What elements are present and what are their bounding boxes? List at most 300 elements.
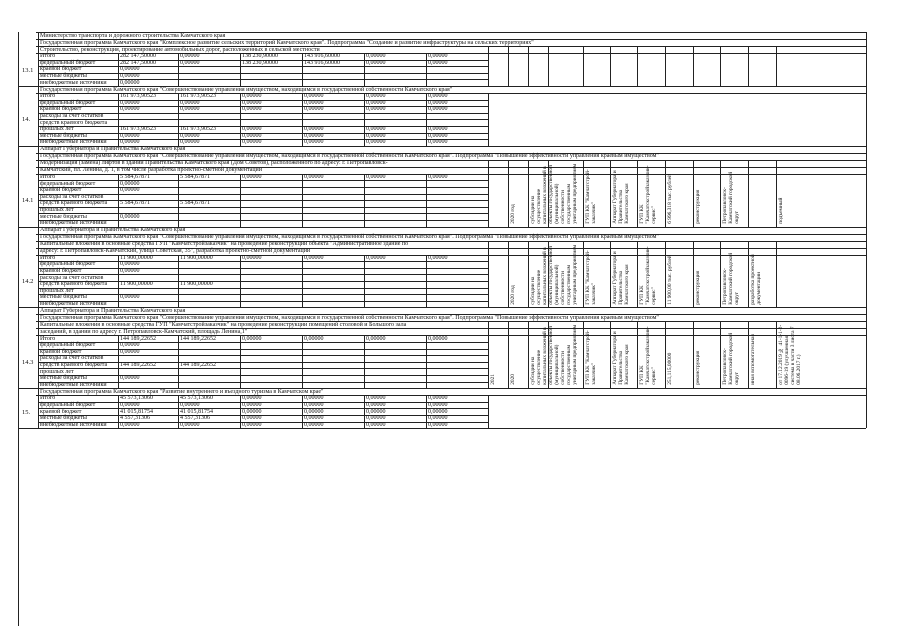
row-value: 0,00000 <box>428 139 448 146</box>
row-value: 0,00000 <box>366 415 386 422</box>
grid-line <box>118 93 119 146</box>
grid-line <box>426 255 427 308</box>
vertical-cell-text: Аппарат Губернатора и Правительства Камчатского края <box>612 170 630 224</box>
grid-line <box>693 46 694 86</box>
row-value: 11 900,00000 <box>180 281 213 288</box>
section-header-line: Аппарат Губернатора и Правительства Камчатского края <box>40 227 186 234</box>
row-value: 0,00000 <box>366 395 386 402</box>
grid-line <box>118 395 119 428</box>
row-value: 0,00000 <box>366 408 386 415</box>
row-label: прошлых лет <box>40 126 74 133</box>
grid-line <box>866 307 867 388</box>
row-value: 138 230,90000 <box>242 53 278 60</box>
row-value: 0,00000 <box>242 254 262 261</box>
grid-line <box>178 395 179 428</box>
vertical-cell-text: 11 900,00 тыс. рублей <box>667 254 673 305</box>
row-value: 5 584,67871 <box>180 174 210 180</box>
vertical-cell-text: 6 996,318 тыс. рублей <box>667 173 673 224</box>
grid-line <box>38 106 488 107</box>
row-value: 41 015,81754 <box>180 408 213 415</box>
row-label: внебюджетные источники <box>40 79 107 86</box>
vertical-cell-text: ГУП КК "Камчатстрой-заказчик" <box>585 249 597 305</box>
row-value: 0,00000 <box>120 106 140 113</box>
grid-line <box>637 46 638 86</box>
row-value: 0,00000 <box>180 132 200 139</box>
row-label: средств краевого бюджета <box>40 281 108 288</box>
grid-line <box>426 174 427 227</box>
vertical-cell-text: подъемный <box>778 197 784 224</box>
grid-line <box>38 133 488 134</box>
vertical-cell-text: ГУП КК "Камчатскстройзаказчик-сервис" <box>639 326 657 386</box>
grid-line <box>665 321 666 388</box>
row-value: 0,00000 <box>304 421 324 428</box>
row-value: 0,00000 <box>428 335 448 342</box>
section-header-line: Государственная программа Камчатского края "Совершенствование управления имуществом, находящимся в государственной собственности Камчатского края". Подпрограмма "Повышение эффективности управления краевым имуществом" <box>40 153 659 160</box>
grid-line <box>302 53 303 86</box>
grid-line <box>426 93 427 146</box>
row-label: местные бюджеты <box>40 132 87 139</box>
grid-line <box>637 321 638 388</box>
grid-line <box>488 395 489 428</box>
row-value: 0,00000 <box>428 395 448 402</box>
grid-line <box>776 160 777 227</box>
section-header-line: Аппарат Губернатора и Правительства Камчатского края <box>40 307 186 314</box>
row-value: 0,00000 <box>366 93 386 100</box>
row-value: 0,00000 <box>120 294 140 301</box>
row-label: федеральный бюджет <box>40 402 96 408</box>
row-value: 0,00000 <box>428 254 448 261</box>
grid-line <box>488 46 489 86</box>
row-value: 0,00000 <box>120 132 140 139</box>
vertical-cell-text: 2020 год <box>510 204 516 224</box>
section-header-line: Государственная программа Камчатского края "Совершенствование управления имуществом, находящимся в государственной собственности Камчатского края". Подпрограмма "Повышение эффективности управления краевым имуществом" <box>40 314 659 321</box>
row-value: 0,00000 <box>428 99 448 106</box>
row-value: 0,00000 <box>120 402 140 408</box>
row-number: 14. <box>22 116 31 124</box>
row-value: 0,00000 <box>180 139 200 146</box>
row-label: внебюджетные источники <box>40 301 107 307</box>
row-value: 41 015,81754 <box>120 408 153 415</box>
row-label: прошлых лет <box>40 207 74 213</box>
row-value: 0,00000 <box>428 174 448 180</box>
grid-line <box>38 86 39 146</box>
grid-line <box>426 395 427 428</box>
grid-line <box>38 274 488 275</box>
grid-line <box>178 53 179 86</box>
grid-line <box>38 207 488 208</box>
section-header-line: Капитальные вложения в основные средства ГУП "Камчатстройзаказчик" на проведение реконструкции помещений столовой и Большого зала <box>40 321 407 328</box>
vertical-cell-text: реконструкция <box>695 189 701 224</box>
row-value: 0,00000 <box>428 93 448 100</box>
row-number: 15. <box>22 408 31 416</box>
grid-line <box>720 241 721 308</box>
row-label: местные бюджеты <box>40 213 87 220</box>
grid-line <box>118 255 119 308</box>
row-value: 0,00000 <box>120 99 140 106</box>
vertical-cell-text: 2020 <box>510 374 516 386</box>
grid-line <box>426 53 427 86</box>
row-value: 0,00000 <box>242 132 262 139</box>
grid-line <box>302 335 303 388</box>
row-value: 0,00000 <box>304 408 324 415</box>
grid-line <box>548 46 549 86</box>
grid-line <box>178 255 179 308</box>
row-value: 0,00000 <box>242 415 262 422</box>
row-label: внебюджетные источники <box>40 421 107 428</box>
grid-line <box>610 241 611 308</box>
row-value: 0,00000 <box>180 402 200 408</box>
row-value: 0,00000 <box>428 132 448 139</box>
row-value: 161 973,90523 <box>180 126 216 133</box>
section-header-line: Капитальные вложения в основные средства ГУП "Камчатстройзаказчик" на проведение реконструкции объекта "Административное здание по <box>40 241 409 248</box>
row-label: местные бюджеты <box>40 73 87 79</box>
row-value: 0,00000 <box>120 213 140 220</box>
grid-line <box>38 402 488 403</box>
row-value: 0,00000 <box>366 254 386 261</box>
grid-line <box>488 93 489 146</box>
grid-line <box>38 349 488 350</box>
row-value: 0,00000 <box>120 79 140 86</box>
row-value: 4 557,31306 <box>180 415 210 422</box>
row-value: 0,00000 <box>120 180 140 187</box>
grid-line <box>38 388 39 428</box>
vertical-cell-text: ГУП КК "Камчатстрой-заказчик" <box>585 330 597 386</box>
row-label: краевой бюджет <box>40 187 82 194</box>
grid-line <box>776 321 777 388</box>
grid-line <box>38 375 488 376</box>
row-value: 0,00000 <box>120 421 140 428</box>
row-label: федеральный бюджет <box>40 342 96 349</box>
row-value: 0,00000 <box>304 174 324 180</box>
row-value: 0,00000 <box>366 174 386 180</box>
grid-line <box>528 241 529 308</box>
grid-line <box>693 321 694 388</box>
grid-line <box>38 342 488 343</box>
row-value: 0,00000 <box>428 126 448 133</box>
row-value: 11 900,00000 <box>120 281 153 288</box>
row-value: 45 573,13060 <box>180 395 213 402</box>
grid-line <box>38 268 488 269</box>
grid-line <box>364 53 365 86</box>
grid-line <box>118 53 119 86</box>
grid-line <box>610 321 611 388</box>
grid-line <box>866 32 867 86</box>
vertical-cell-text: Аппарат Губернатора и Правительства Камчатского края <box>612 250 630 305</box>
grid-line <box>178 335 179 388</box>
row-value: 0,00000 <box>366 126 386 133</box>
row-value: 0,00000 <box>366 99 386 106</box>
grid-line <box>528 321 529 388</box>
row-value: 0,00000 <box>242 408 262 415</box>
row-value: 138 230,90000 <box>242 59 278 66</box>
row-value: 0,00000 <box>242 126 262 133</box>
row-value: 0,00000 <box>428 402 448 408</box>
row-value: 0,00000 <box>180 99 200 106</box>
row-value: 0,00000 <box>120 348 140 355</box>
row-label: расходы за счет остатков <box>40 113 104 119</box>
grid-line <box>693 160 694 227</box>
row-value: 0,00000 <box>120 268 140 274</box>
grid-line <box>36 53 866 54</box>
grid-line <box>18 32 19 626</box>
row-value: 0,00000 <box>120 375 140 382</box>
grid-line <box>583 321 584 388</box>
vertical-cell-text: от 17.12.2019 № 41-1-1-2-0096-19 (улучшенная система в части 3 листа 7 08.06.2017 г.) <box>778 325 802 386</box>
vertical-cell-text: Петропавловск-Камчатский городской округ <box>722 333 740 386</box>
row-value: 0,00000 <box>366 132 386 139</box>
row-value: 0,00000 <box>366 106 386 113</box>
grid-line <box>302 255 303 308</box>
grid-line <box>364 174 365 227</box>
row-label: федеральный бюджет <box>40 99 96 106</box>
grid-line <box>302 174 303 227</box>
row-value: 0,00000 <box>242 99 262 106</box>
row-label: расходы за счет остатков <box>40 274 104 281</box>
row-label: краевой бюджет <box>40 106 82 113</box>
grid-line <box>38 368 488 369</box>
grid-line <box>748 160 749 227</box>
row-label: краевой бюджет <box>40 66 82 73</box>
row-value: 0,00000 <box>366 335 386 342</box>
row-label: местные бюджеты <box>40 294 87 301</box>
grid-line <box>240 53 241 86</box>
row-value: 0,00000 <box>180 421 200 428</box>
grid-line <box>748 46 749 86</box>
row-value: 0,00000 <box>366 53 386 60</box>
vertical-cell-text: ГУП КК "Камчатскстройзаказчик-сервис" <box>639 246 657 305</box>
row-value: 11 900,00000 <box>180 254 213 261</box>
vertical-cell-text: 2020 год <box>510 284 516 305</box>
row-value: 144 189,22652 <box>120 335 156 342</box>
grid-line <box>36 93 866 94</box>
row-label: средств краевого бюджета <box>40 362 108 368</box>
row-value: 0,00000 <box>304 395 324 402</box>
row-value: 0,00000 <box>242 395 262 402</box>
grid-line <box>866 146 867 227</box>
grid-line <box>364 335 365 388</box>
section-header-line: заседаний, в здании по адресу г. Петропавловск-Камчатский, площадь Ленина,1" <box>40 328 248 335</box>
row-value: 0,00000 <box>428 415 448 422</box>
row-label: федеральный бюджет <box>40 180 96 187</box>
vertical-cell-text: реконструкция <box>695 270 701 305</box>
row-value: 0,00000 <box>366 421 386 428</box>
vertical-cell-text: субсидии на осуществление капитальных вложений в объекты государственной (муниципальной) собственности государственным унитарным предприятиям <box>530 244 578 305</box>
grid-line <box>38 227 39 308</box>
row-value: 143 916,60000 <box>304 59 340 66</box>
grid-line <box>748 321 749 388</box>
row-value: 144 189,22652 <box>180 335 216 342</box>
vertical-cell-text: субсидии на осуществление капитальных вложений в объекты государственной (муниципальной) собственности государственным унитарным предприятиям <box>530 325 578 386</box>
grid-line <box>38 187 488 188</box>
row-label: Итого <box>40 93 56 100</box>
grid-line <box>38 294 488 295</box>
row-value: 0,00000 <box>304 402 324 408</box>
grid-line <box>508 321 509 388</box>
row-label: расходы за счет остатков <box>40 355 104 362</box>
row-value: 0,00000 <box>120 261 140 268</box>
row-value: 0,00000 <box>366 59 386 66</box>
row-value: 0,00000 <box>366 402 386 408</box>
grid-line <box>38 113 488 114</box>
row-value: 0,00000 <box>428 59 448 66</box>
grid-line <box>665 46 666 86</box>
grid-line <box>610 160 611 227</box>
row-value: 0,00000 <box>180 53 200 60</box>
grid-line <box>38 194 488 195</box>
row-value: 0,00000 <box>120 66 140 73</box>
section-header-line: Строительство, реконструкция, проектирование автомобильных дорог, расположенных в сельской местности <box>40 46 320 53</box>
grid-line <box>240 255 241 308</box>
row-label: краевой бюджет <box>40 348 82 355</box>
vertical-cell-text: 251,115,00000 <box>667 353 673 386</box>
grid-line <box>776 46 777 86</box>
row-label: прошлых лет <box>40 368 74 375</box>
row-value: 144 189,22652 <box>120 362 156 368</box>
row-number: 14.3 <box>22 358 34 366</box>
grid-line <box>488 321 489 388</box>
grid-line <box>637 241 638 308</box>
grid-line <box>583 46 584 86</box>
grid-line <box>38 213 488 214</box>
row-value: 0,00000 <box>304 99 324 106</box>
row-value: 282 147,50000 <box>120 59 156 66</box>
section-header-line: Камчатский, пл. Ленина, д. 1, в том числе разработка проектно-сметной документации <box>40 167 262 174</box>
grid-line <box>18 428 866 429</box>
row-number: 14.1 <box>22 197 34 205</box>
grid-line <box>38 126 488 127</box>
row-value: 161 973,90523 <box>180 93 216 100</box>
grid-line <box>38 100 488 101</box>
row-value: 0,00000 <box>120 73 140 79</box>
grid-line <box>693 241 694 308</box>
vertical-cell-text: разработка проектной документации <box>750 253 762 305</box>
row-value: 0,00000 <box>242 139 262 146</box>
grid-line <box>118 174 119 227</box>
grid-line <box>866 227 867 308</box>
vertical-cell-text: Петропавловск-Камчатский городской округ <box>722 252 740 305</box>
grid-line <box>38 32 39 86</box>
grid-line <box>637 160 638 227</box>
section-header-line: Государственная программа Камчатского края "Развитие внутреннего и въездного туризма в Камчатском крае" <box>40 388 324 395</box>
row-value: 0,00000 <box>304 126 324 133</box>
grid-line <box>38 261 488 262</box>
row-value: 282 147,50000 <box>120 53 156 60</box>
row-value: 0,00000 <box>120 187 140 194</box>
section-header-line: Аппарат Губернатора и Правительства Камчатского края <box>40 146 186 153</box>
row-label: местные бюджеты <box>40 415 87 422</box>
row-value: 4 557,31306 <box>120 415 150 422</box>
row-value: 0,00000 <box>242 402 262 408</box>
grid-line <box>866 86 867 146</box>
row-label: краевой бюджет <box>40 408 82 415</box>
row-value: 5 584,67871 <box>120 200 150 207</box>
vertical-cell-text: ГУП КК "Камчатстрой-заказчик" <box>585 169 597 224</box>
grid-line <box>38 307 39 388</box>
grid-line <box>610 46 611 86</box>
grid-line <box>748 241 749 308</box>
row-value: 0,00000 <box>304 106 324 113</box>
grid-line <box>240 174 241 227</box>
vertical-cell-text: 2021 <box>490 374 496 386</box>
vertical-cell-text: Аппарат Губернатора и Правительства Камчатского края <box>612 331 630 386</box>
grid-line <box>38 415 488 416</box>
row-value: 0,00000 <box>304 93 324 100</box>
row-value: 161 973,90523 <box>120 126 156 133</box>
grid-line <box>240 335 241 388</box>
row-value: 0,00000 <box>120 139 140 146</box>
row-number: 14.2 <box>22 278 34 285</box>
row-label: Итого <box>40 174 56 180</box>
row-label: краевой бюджет <box>40 268 82 274</box>
vertical-cell-text: Петропавловск-Камчатский городской округ <box>722 171 740 224</box>
section-header-line: Модернизация (замена) лифтов в здании Правительства Камчатского края (Дом Советов), расположенного по адресу: г. Петропавловск- <box>40 160 388 167</box>
row-label: внебюджетные источники <box>40 139 107 146</box>
row-value: 0,00000 <box>242 106 262 113</box>
grid-line <box>720 160 721 227</box>
row-value: 0,00000 <box>242 93 262 100</box>
grid-line <box>38 355 488 356</box>
grid-line <box>583 160 584 227</box>
row-value: 0,00000 <box>428 53 448 60</box>
grid-line <box>866 388 867 428</box>
grid-line <box>302 395 303 428</box>
grid-line <box>118 335 119 388</box>
row-value: 0,00000 <box>428 408 448 415</box>
vertical-cell-text: ГУП КК "Камчатскстройзаказчик-сервис" <box>639 165 657 224</box>
row-label: Итого <box>40 395 56 402</box>
grid-line <box>364 93 365 146</box>
row-value: 45 573,13060 <box>120 395 153 402</box>
row-value: 0,00000 <box>428 421 448 428</box>
row-value: 0,00000 <box>366 139 386 146</box>
grid-line <box>178 93 179 146</box>
grid-line <box>240 395 241 428</box>
grid-line <box>364 255 365 308</box>
grid-line <box>528 160 529 227</box>
section-header-line: Государственная программа Камчатского края "Комплексное развитие сельских территорий Камчатского края". Подпрограмма "Создание и развитие инфраструктуры на сельских территориях" <box>40 39 534 46</box>
vertical-cell-text: субсидии на осуществление капитальных вложений в объекты государственной (муниципальной) собственности государственным унитарным предприятиям <box>530 163 578 224</box>
grid-line <box>583 241 584 308</box>
row-label: федеральный бюджет <box>40 59 96 66</box>
grid-line <box>720 46 721 86</box>
row-value: 11 900,00000 <box>120 254 153 261</box>
row-label: расходы за счет остатков <box>40 193 104 200</box>
grid-line <box>508 46 509 86</box>
grid-line <box>488 241 489 308</box>
row-value: 144 189,22652 <box>180 362 216 368</box>
row-value: 0,00000 <box>304 415 324 422</box>
row-value: 0,00000 <box>120 342 140 349</box>
row-value: 0,00000 <box>180 59 200 66</box>
section-header-line: Министерство транспорта и дорожного строительства Камчатского края <box>40 32 226 39</box>
row-value: 0,00000 <box>180 106 200 113</box>
section-header-line: Государственная программа Камчатского края "Совершенствование управления имуществом, находящимся в государственной собственности Камчатского края". Подпрограмма "Повышение эффективности управления краевым имуществом" <box>40 234 659 241</box>
grid-line <box>302 93 303 146</box>
vertical-cell-text: реконструкция <box>695 351 701 386</box>
row-label: Итого <box>40 335 56 342</box>
row-label: внебюджетные источники <box>40 220 107 227</box>
grid-line <box>528 46 529 86</box>
row-label: прошлых лет <box>40 287 74 294</box>
grid-line <box>665 160 666 227</box>
row-value: 0,00000 <box>304 132 324 139</box>
row-label: средств краевого бюджета <box>40 200 108 207</box>
row-label: местные бюджеты <box>40 375 87 382</box>
grid-line <box>240 93 241 146</box>
row-value: 0,00000 <box>242 335 262 342</box>
vertical-cell-text: иная вспомогательная <box>750 334 756 386</box>
row-value: 0,00000 <box>242 174 262 180</box>
